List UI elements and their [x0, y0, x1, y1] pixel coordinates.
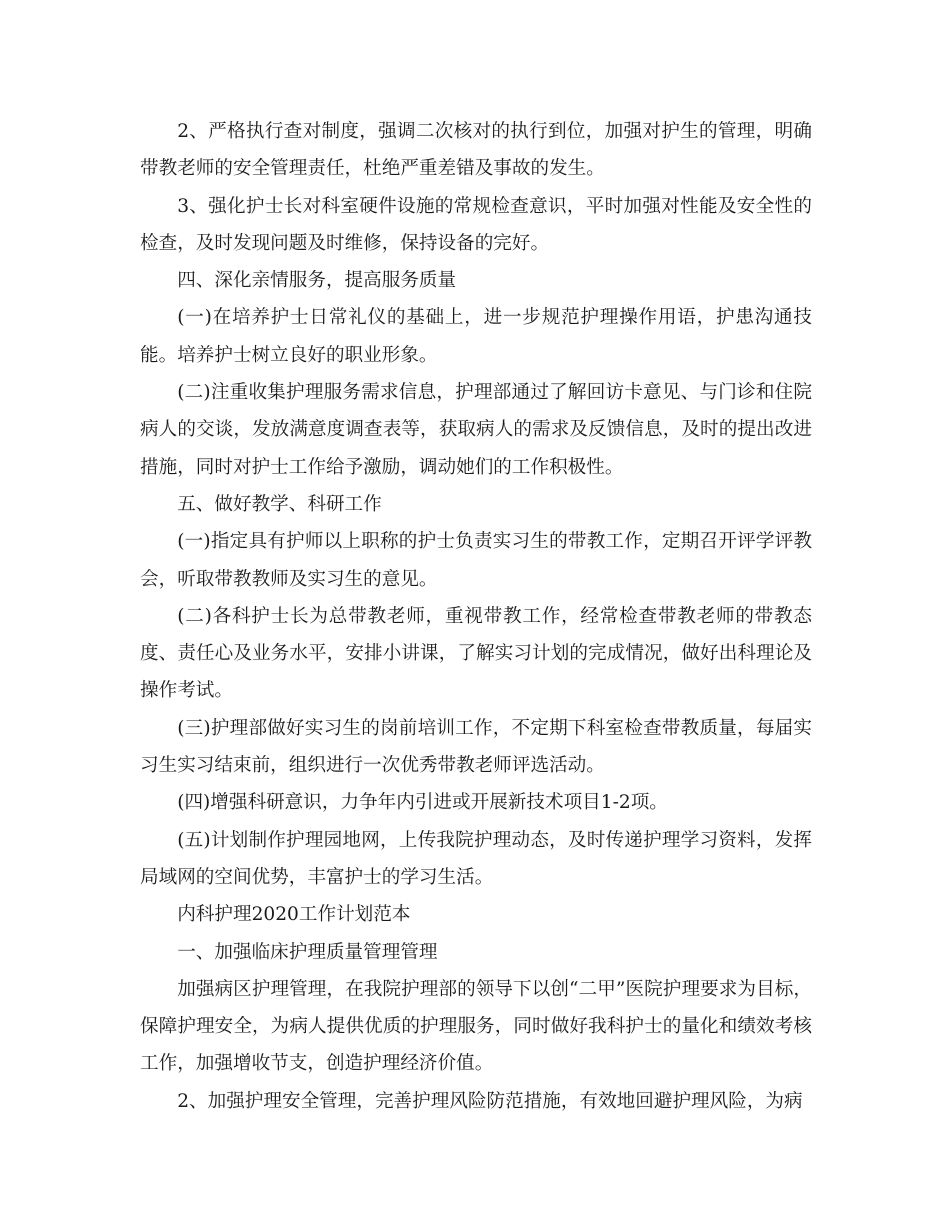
paragraph: 2、严格执行查对制度，强调二次核对的执行到位，加强对护生的管理，明确带教老师的安全管理责任，杜绝严重差错及事故的发生。	[140, 121, 812, 180]
paragraph: (四)增强科研意识，力争年内引进或开展新技术项目1-2项。	[177, 792, 668, 814]
paragraph: (五)计划制作护理园地网，上传我院护理动态，及时传递护理学习资料，发挥局域网的空间优势，丰富护士的学习生活。	[140, 829, 812, 888]
paragraph: 加强病区护理管理，在我院护理部的领导下以创“二甲”医院护理要求为目标，保障护理安全，为病人提供优质的护理服务，同时做好我科护士的量化和绩效考核工作，加强增收节支，创造护理经济价值。	[140, 978, 812, 1075]
paragraph: (三)护理部做好实习生的岗前培训工作，不定期下科室检查带教质量，每届实习生实习结束前，组织进行一次优秀带教老师评选活动。	[140, 717, 812, 777]
paragraph: (二)各科护士长为总带教老师，重视带教工作，经常检查带教老师的带教态度、责任心及业务水平，安排小讲课，了解实习计划的完成情况，做好出科理论及操作考试。	[140, 605, 812, 702]
paragraph: (一)在培养护士日常礼仪的基础上，进一步规范护理操作用语，护患沟通技能。培养护士树立良好的职业形象。	[140, 307, 812, 366]
document-body	[140, 113, 812, 1120]
paragraph: (二)注重收集护理服务需求信息，护理部通过了解回访卡意见、与门诊和住院病人的交谈，发放满意度调查表等，获取病人的需求及反馈信息，及时的提出改进措施，同时对护士工作给予激励，调动她们的工作积极性。	[140, 382, 812, 478]
section-heading: 五、做好教学、科研工作	[177, 493, 382, 515]
section-heading: 四、深化亲情服务，提高服务质量	[177, 270, 457, 292]
paragraph: 3、强化护士长对科室硬件设施的常规检查意识，平时加强对性能及安全性的检查，及时发现问题及时维修，保持设备的完好。	[140, 195, 812, 254]
document-title: 内科护理2020工作计划范本	[177, 904, 411, 926]
paragraph: (一)指定具有护师以上职称的护士负责实习生的带教工作，定期召开评学评教会，听取带教教师及实习生的意见。	[140, 531, 812, 590]
paragraph: 2、加强护理安全管理，完善护理风险防范措施，有效地回避护理风险，为病	[177, 1090, 803, 1112]
section-heading: 一、加强临床护理质量管理管理	[177, 941, 438, 963]
